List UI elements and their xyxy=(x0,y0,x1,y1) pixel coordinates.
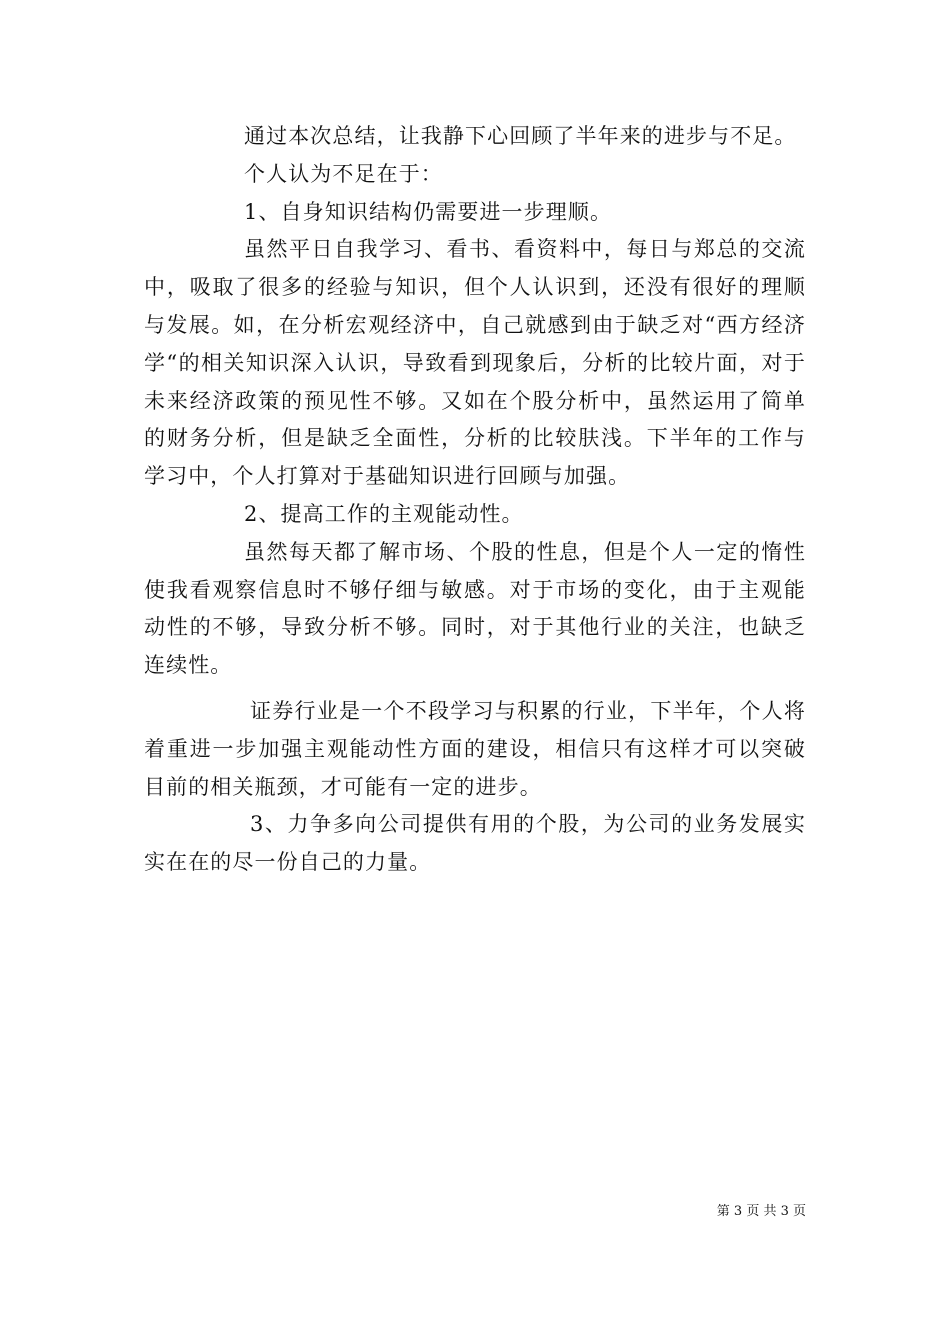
paragraph-point-2-body: 虽然每天都了解市场、个股的性息，但是个人一定的惰性使我看观察信息时不够仔细与敏感。对于市场的变化，由于主观能动性的不够，导致分析不够。同时，对于其他行业的关注，也缺乏连续性。 xyxy=(144,539,806,678)
paragraph-industry-outlook: 证券行业是一个不段学习与积累的行业，下半年，个人将着重进一步加强主观能动性方面的建设，相信只有这样才可以突破目前的相关瓶颈，才可能有一定的进步。 xyxy=(144,698,806,799)
paragraph-point-1-heading: 1、自身知识结构仍需要进一步理顺。 xyxy=(244,199,613,224)
paragraph-summary-intro: 通过本次总结，让我静下心回顾了半年来的进步与不足。 xyxy=(244,124,797,148)
paragraph-point-2-heading: 2、提高工作的主观能动性。 xyxy=(244,501,524,526)
paragraph-point-3: 3、力争多向公司提供有用的个股，为公司的业务发展实实在在的尽一份自己的力量。 xyxy=(144,812,806,875)
paragraph-point-1-body: 虽然平日自我学习、看书、看资料中，每日与郑总的交流中，吸取了很多的经验与知识，但个人认识到，还没有很好的理顺与发展。如，在分析宏观经济中，自己就感到由于缺乏对“西方经济学“的相关知识深入认识，导致看到现象后，分析的比较片面，对于未来经济政策的预见性不够。又如在个股分析中，虽然运用了简单的财务分析，但是缺乏全面性，分析的比较肤浅。下半年的工作与学习中，个人打算对于基础知识进行回顾与加强。 xyxy=(144,237,806,489)
document-body xyxy=(144,118,806,882)
page-number-footer: 第 3 页 共 3 页 xyxy=(716,1204,806,1219)
paragraph-shortcomings-heading: 个人认为不足在于： xyxy=(244,161,443,186)
